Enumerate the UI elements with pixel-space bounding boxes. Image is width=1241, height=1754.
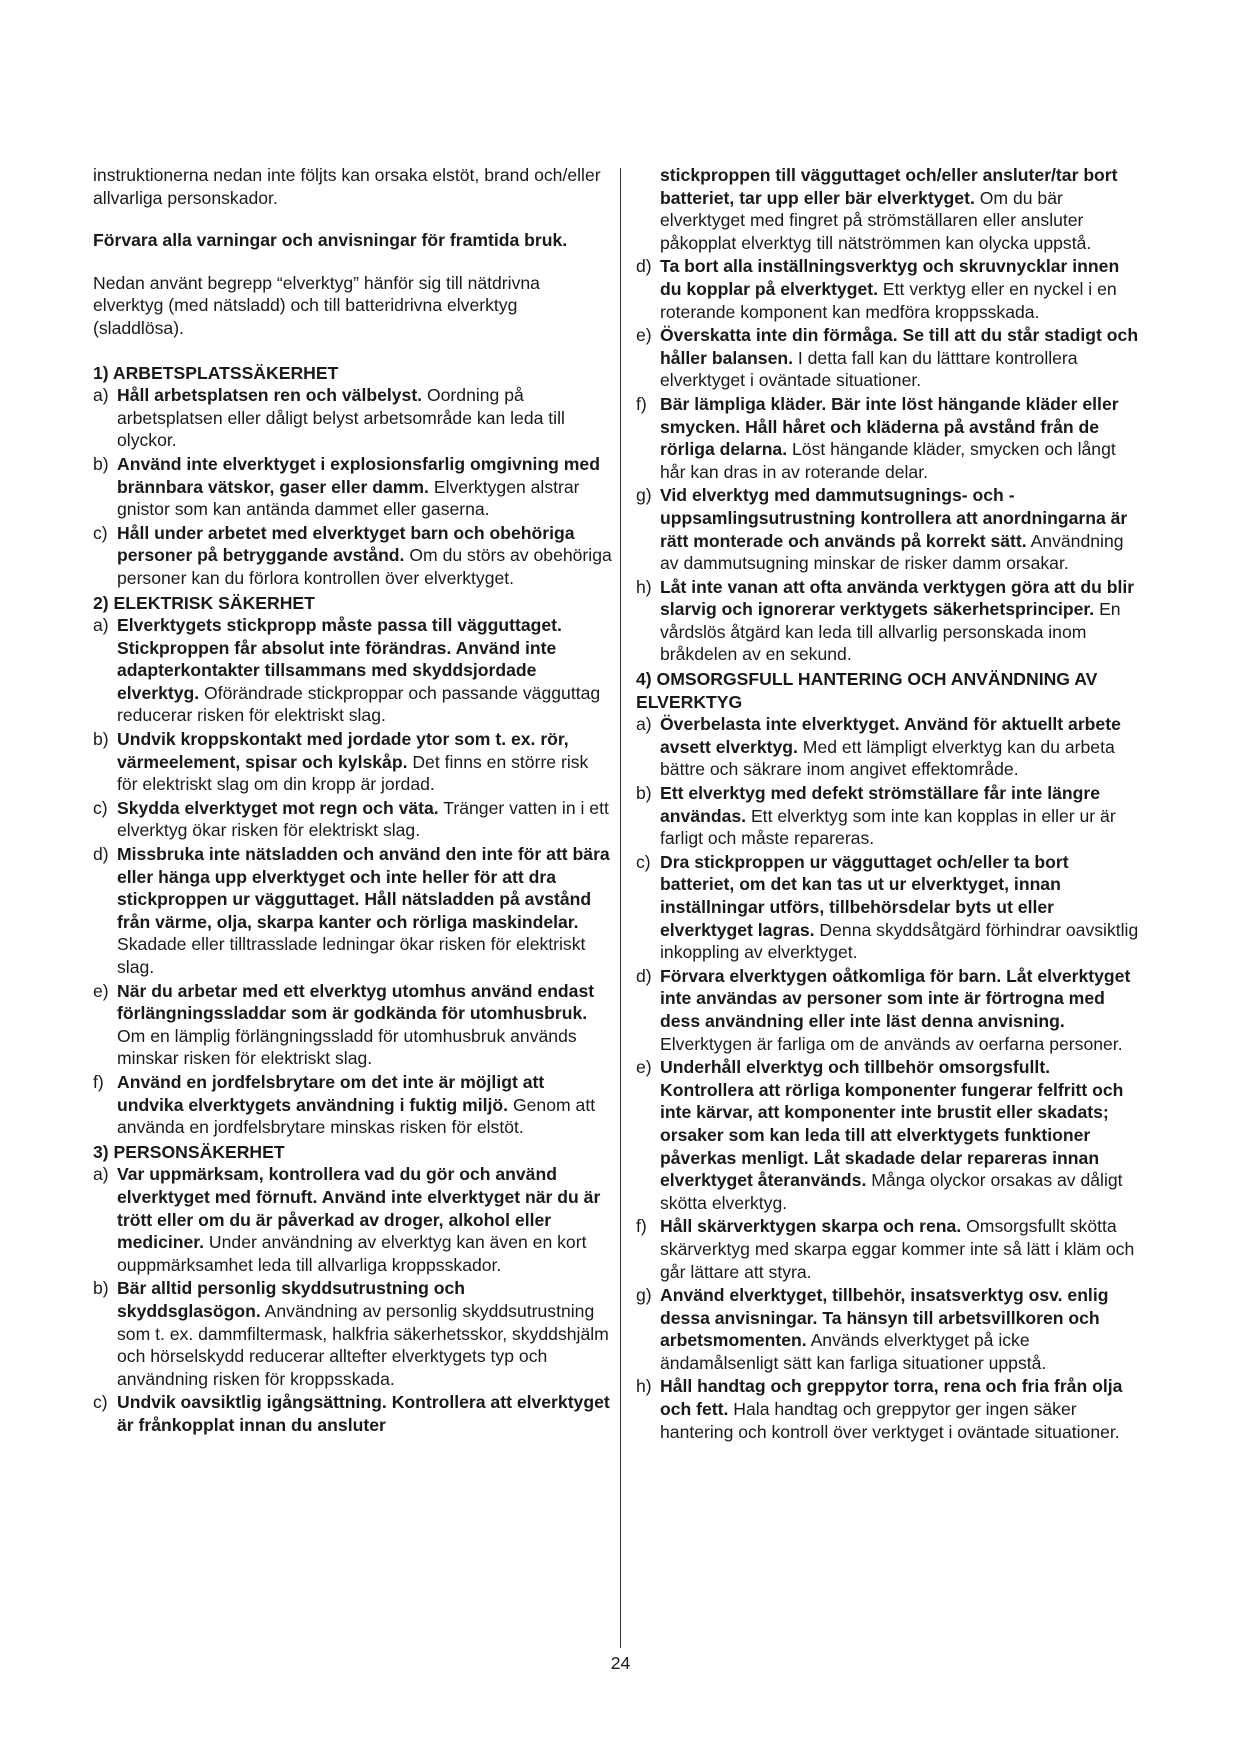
- list-item: e) Underhåll elverktyg och tillbehör omsorgsfullt. Kontrollera att rörliga komponenter fungerar felfritt och inte kärvar, att komponenter inte brustit eller skadats; orsaker som kan leda till att elverktygets funktioner påverkas menligt. Låt skadade delar repareras innan elverktyget återanvänds. Många olyckor orsakas av dåligt skötta elverktyg.: [636, 1057, 1124, 1213]
- list-item: b) Använd inte elverktyget i explosionsfarlig omgivning med brännbara vätskor, gaser eller damm. Elverktygen alstrar gnistor som kan antända dammet eller gaserna.: [93, 453, 600, 520]
- workplace-safety-list: [93, 384, 613, 589]
- personal-safety-list: [93, 1163, 613, 1436]
- list-item: f) Använd en jordfelsbrytare om det inte är möjligt att undvika elverktygets användning i fuktig miljö. Genom att använda en jordfelsbrytare minskas risken för elstöt.: [93, 1071, 596, 1138]
- list-item: g) Använd elverktyget, tillbehör, insatsverktyg osv. enlig dessa anvisningar. Ta hänsyn till arbetsvillkoren och arbetsmomenten. Används elverktyget på icke ändamålsenligt sätt kan farliga situationer uppstå.: [636, 1285, 1109, 1373]
- list-item: a) Elverktygets stickpropp måste passa till vägguttaget. Stickproppen får absolut inte förändras. Använd inte adapterkontakter tillsammans med skyddsjordade elverktyg. Oförändrade stickproppar och passande vägguttag reducerar risken för elektriskt slag.: [93, 615, 601, 726]
- page-number: 24: [610, 1653, 631, 1673]
- intro-paragraph: instruktionerna nedan inte följts kan orsaka elstöt, brand och/eller allvarliga personskador.: [93, 165, 601, 208]
- list-item: b) Bär alltid personlig skyddsutrustning och skyddsglasögon. Användning av personlig skyddsutrustning som t. ex. dammfiltermask, halkfria säkerhetsskor, skyddshjälm och hörselskydd reducerar alltefter elverktygets typ och användning risken för kroppsskada.: [93, 1278, 609, 1389]
- list-item: f) Bär lämpliga kläder. Bär inte löst hängande kläder eller smycken. Håll håret och kläderna på avstånd från de rörliga delarna. Löst hängande kläder, smycken och långt hår kan dras in av roterande delar.: [636, 393, 1119, 482]
- list-item: e) Överskatta inte din förmåga. Se till att du står stadigt och håller balansen. I detta fall kan du lätttare kontrollera elverktyget i oväntade situationer.: [636, 325, 1139, 391]
- section-heading-careful-handling: 4) OMSORGSFULL HANTERING OCH ANVÄNDNING AV ELVERKTYG: [636, 669, 1098, 712]
- list-item: c) Håll under arbetet med elverktyget barn och obehöriga personer på betryggande avstånd. Om du störs av obehöriga personer kan du förlora kontrollen över elverktyget.: [93, 522, 612, 588]
- section-heading-electrical-safety: 2) ELEKTRISK SÄKERHET: [93, 592, 315, 613]
- list-item: c) Undvik oavsiktlig igångsättning. Kontrollera att elverktyget är frånkopplat innan du ansluter: [93, 1392, 610, 1435]
- list-item: c) Dra stickproppen ur vägguttaget och/eller ta bort batteriet, om det kan tas ut ur elverktyget, innan inställningar utförs, tillbehörsdelar byts ut eller elverktyget lagras. Denna skyddsåtgärd förhindrar oavsiktlig inkoppling av elverktyget.: [636, 851, 1139, 963]
- section-heading-workplace-safety: 1) ARBETSPLATSSÄKERHET: [93, 362, 339, 383]
- list-item: g) Vid elverktyg med dammutsugnings- och -uppsamlingsutrustning kontrollera att anordningarna är rätt monterade och används på korrekt sätt. Användning av dammutsugning minskar de risker damm orsakar.: [636, 485, 1128, 574]
- left-column: [93, 164, 613, 1437]
- personal-safety-list-continued: [636, 255, 1142, 666]
- list-item: e) När du arbetar med ett elverktyg utomhus använd endast förlängningssladdar som är godkända för utomhusbruk. Om en lämplig förlängningssladd för utomhusbruk används minskar risken för elektriskt slag.: [93, 980, 595, 1069]
- electrical-safety-list: [93, 614, 613, 1139]
- list-item: d) Missbruka inte nätsladden och använd den inte för att bära eller hänga upp elverktyget och inte heller för att dra stickproppen ur vägguttaget. Håll nätsladden på avstånd från värme, olja, skarpa kanter och rörliga maskindelar. Skadade eller tilltrasslade ledningar ökar risken för elektriskt slag.: [93, 844, 610, 977]
- list-item: f) Håll skärverktygen skarpa och rena. Omsorgsfullt skötta skärverktyg med skarpa eggar kommer inte så lätt i kläm och går lättare att styra.: [636, 1216, 1135, 1282]
- careful-handling-list: [636, 713, 1142, 1443]
- section-heading-personal-safety: 3) PERSONSÄKERHET: [93, 1141, 285, 1162]
- list-item: h) Håll handtag och greppytor torra, rena och fria från olja och fett. Hala handtag och greppytor ger ingen säker hantering och kontroll över verktyget i oväntade situationer.: [636, 1376, 1123, 1442]
- list-item: b) Undvik kroppskontakt med jordade ytor som t. ex. rör, värmeelement, spisar och kylskåp. Det finns en större risk för elektriskt slag om din kropp är jordad.: [93, 729, 589, 795]
- list-item: a) Överbelasta inte elverktyget. Använd för aktuellt arbete avsett elverktyg. Med ett lämpligt elverktyg kan du arbeta bättre och säkrare inom angivet effektområde.: [636, 714, 1121, 780]
- list-item: a) Håll arbetsplatsen ren och välbelyst. Oordning på arbetsplatsen eller dåligt belyst arbetsområde kan leda till olyckor.: [93, 385, 565, 451]
- list-item: h) Låt inte vanan att ofta använda verktygen göra att du blir slarvig och ignorerar verktygets säkerhetsprinciper. En vårdslös åtgärd kan leda till allvarlig personskada inom bråkdelen av en sekund.: [636, 576, 1135, 665]
- right-column: [636, 164, 1142, 1444]
- list-item: a) Var uppmärksam, kontrollera vad du gör och använd elverktyget med förnuft. Använd inte elverktyget när du är trött eller om du är påverkad av droger, alkohol eller mediciner. Under användning av elverktyg kan även en kort ouppmärksamhet leda till allvarliga kroppsskador.: [93, 1164, 601, 1275]
- list-item: d) Förvara elverktygen oåtkomliga för barn. Låt elverktyget inte användas av personer som inte är förtrogna med dess användning eller inte läst denna anvisning. Elverktygen är farliga om de används av oerfarna personer.: [636, 965, 1131, 1054]
- column-divider: [620, 168, 621, 1648]
- list-item: b) Ett elverktyg med defekt strömställare får inte längre användas. Ett elverktyg som inte kan kopplas in eller ur är farligt och måste repareras.: [636, 783, 1116, 849]
- list-item-continuation: stickproppen till vägguttaget och/eller ansluter/tar bort batteriet, tar upp eller bär elverktyget. Om du bär elverktyget med fingret på strömställaren eller ansluter påkopplat elverktyg till nätströmmen kan olycka uppstå.: [660, 165, 1118, 253]
- list-item: c) Skydda elverktyget mot regn och väta. Tränger vatten in i ett elverktyg ökar risken för elektriskt slag.: [93, 797, 609, 841]
- definition-paragraph: Nedan använt begrepp “elverktyg” hänför sig till nätdrivna elverktyg (med nätsladd) och till batteridrivna elverktyg (sladdlösa).: [93, 272, 540, 338]
- list-item: d) Ta bort alla inställningsverktyg och skruvnycklar innen du kopplar på elverktyget. Ett verktyg eller en nyckel i en roterande komponent kan medföra kroppsskada.: [636, 256, 1120, 322]
- keep-instructions-note: Förvara alla varningar och anvisningar för framtida bruk.: [93, 230, 568, 251]
